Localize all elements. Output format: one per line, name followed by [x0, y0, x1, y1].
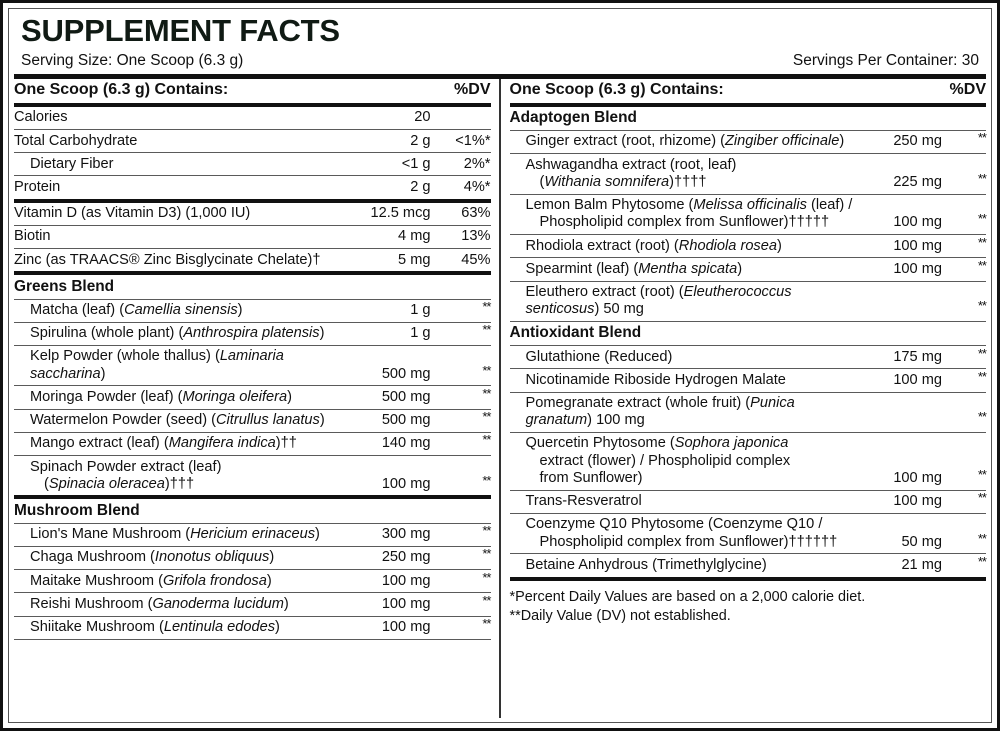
left-column — [14, 79, 499, 718]
ingredient-amount: 300 mg — [339, 523, 435, 546]
ingredient-amount: 100 mg — [858, 490, 946, 513]
footnote-percent-dv: *Percent Daily Values are based on a 2,000 calorie diet. — [509, 588, 866, 605]
nutrition-row — [14, 176, 491, 201]
ingredient-name-line1: Lemon Balm Phytosome (Melissa officinalis (leaf) / — [525, 197, 853, 214]
ingredient-daily-value — [435, 456, 491, 498]
ingredient-daily-value: 2%* — [435, 153, 491, 176]
mushroom-blend-row — [14, 546, 491, 569]
ingredient-name: Shiitake Mushroom (Lentinula edodes) — [14, 616, 339, 639]
blend-title-spacer — [858, 321, 946, 345]
ingredient-name: Matcha (leaf) (Camellia sinensis) — [14, 299, 339, 322]
ingredient-amount: <1 g — [339, 153, 435, 176]
ingredient-name: Betaine Anhydrous (Trimethylglycine) — [510, 554, 859, 579]
ingredient-name-line1: Quercetin Phytosome (Sophora japonica — [525, 435, 789, 452]
ingredient-daily-value — [435, 322, 491, 345]
ingredient-daily-value — [946, 432, 986, 490]
latin-name: Anthrospira platensis — [183, 325, 320, 342]
left-column-header-row — [14, 79, 491, 105]
left-column-filler — [14, 640, 491, 718]
mushroom-blend-row — [14, 570, 491, 593]
servings-per-container: Servings Per Container: 30 — [792, 51, 979, 69]
mushroom-blend-row — [14, 616, 491, 639]
adaptogen-blend-row — [510, 194, 987, 234]
ingredient-name: Spirulina (whole plant) (Anthrospira platensis) — [14, 322, 339, 345]
adaptogen-blend-title-row — [510, 105, 987, 131]
antioxidant-blend-row — [510, 554, 987, 579]
latin-name: Mangifera indica — [168, 435, 276, 452]
ingredient-name: Kelp Powder (whole thallus) (Laminaria saccharina) — [14, 345, 339, 385]
ingredient-amount — [858, 281, 946, 321]
ingredient-daily-value — [435, 345, 491, 385]
dv-not-established-marker: ** — [977, 234, 986, 250]
greens-blend-row — [14, 456, 491, 498]
ingredient-daily-value — [946, 235, 986, 258]
greens-blend-row — [14, 386, 491, 409]
adaptogen-blend-row — [510, 235, 987, 258]
ingredient-amount: 500 mg — [339, 386, 435, 409]
antioxidant-blend-title-row — [510, 321, 987, 345]
ingredient-name-line2: Phospholipid complex from Sunflower)††††† — [539, 214, 830, 231]
dv-not-established-marker: ** — [482, 569, 491, 585]
ingredient-amount: 100 mg — [339, 593, 435, 616]
ingredient-name — [510, 432, 859, 490]
vitamin-row — [14, 225, 491, 248]
greens-blend-row — [14, 322, 491, 345]
latin-name: Hericium erinaceus — [190, 526, 316, 543]
latin-name: Ganoderma lucidum — [152, 595, 284, 612]
dv-not-established-marker: ** — [977, 345, 986, 361]
latin-name: Camellia sinensis — [124, 302, 238, 318]
ingredient-amount: 20 — [339, 105, 435, 130]
ingredient-daily-value — [946, 346, 986, 369]
ingredient-amount: 1 g — [339, 299, 435, 322]
adaptogen-blend-row — [510, 281, 987, 321]
ingredient-daily-value — [435, 105, 491, 130]
right-column — [499, 79, 987, 718]
dv-not-established-marker: ** — [482, 546, 491, 562]
ingredient-name: Calories — [14, 105, 339, 130]
antioxidant-blend-row — [510, 490, 987, 513]
ingredient-name: Glutathione (Reduced) — [510, 346, 859, 369]
ingredient-name: Biotin — [14, 225, 339, 248]
ingredient-name: Ginger extract (root, rhizome) (Zingiber officinale) — [510, 130, 859, 153]
ingredient-amount: 5 mg — [339, 249, 435, 274]
vitamin-row — [14, 249, 491, 274]
ingredient-amount: 21 mg — [858, 554, 946, 579]
dv-not-established-marker: ** — [482, 322, 491, 338]
dv-not-established-marker: ** — [482, 592, 491, 608]
mushroom-blend-row — [14, 593, 491, 616]
dv-not-established-marker: ** — [977, 553, 986, 569]
latin-name: Eleutherococcus senticosus — [525, 284, 792, 318]
ingredient-daily-value — [946, 392, 986, 432]
ingredient-daily-value — [946, 154, 986, 194]
dv-not-established-marker: ** — [482, 472, 491, 488]
ingredient-daily-value: 4%* — [435, 176, 491, 201]
ingredient-amount: 100 mg — [858, 235, 946, 258]
antioxidant-blend-row — [510, 513, 987, 553]
ingredient-name-line3: from Sunflower) — [539, 469, 643, 486]
latin-name: Mentha spicata — [638, 260, 738, 277]
ingredient-name — [510, 194, 859, 234]
dv-not-established-marker: ** — [482, 362, 491, 378]
latin-name: Lentinula edodes — [163, 619, 275, 636]
latin-name: Inonotus obliquus — [154, 549, 270, 566]
adaptogen-blend-row — [510, 130, 987, 153]
ingredient-daily-value: 13% — [435, 225, 491, 248]
ingredient-name: Lion's Mane Mushroom (Hericium erinaceus) — [14, 523, 339, 546]
dv-not-established-marker: ** — [977, 490, 986, 506]
antioxidant-blend-row — [510, 432, 987, 490]
ingredient-name: Spearmint (leaf) (Mentha spicata) — [510, 258, 859, 281]
latin-name: Sophora japonica — [674, 435, 789, 452]
right-column-header-row — [510, 79, 987, 105]
footnotes — [510, 581, 987, 627]
ingredient-name — [14, 456, 339, 498]
ingredient-amount: 100 mg — [858, 258, 946, 281]
right-column-filler — [510, 626, 987, 718]
ingredient-amount: 100 mg — [858, 194, 946, 234]
greens-blend-row — [14, 409, 491, 432]
blend-title: Mushroom Blend — [14, 497, 339, 523]
dv-not-established-marker: ** — [482, 616, 491, 632]
blend-title-spacer-dv — [435, 497, 491, 523]
dv-not-established-marker: ** — [977, 211, 986, 227]
blend-title-spacer-dv — [946, 105, 986, 131]
latin-name: Rhodiola rosea — [678, 237, 777, 254]
ingredient-amount: 250 mg — [339, 546, 435, 569]
blend-title: Adaptogen Blend — [510, 105, 859, 131]
ingredient-daily-value: <1%* — [435, 130, 491, 153]
ingredient-daily-value — [946, 130, 986, 153]
latin-name: Punica granatum — [525, 395, 795, 429]
blend-title-spacer — [339, 273, 435, 299]
ingredient-name: Total Carbohydrate — [14, 130, 339, 153]
latin-name: Citrullus lanatus — [216, 412, 320, 429]
serving-info-row — [21, 51, 981, 72]
ingredient-name: Rhodiola extract (root) (Rhodiola rosea) — [510, 235, 859, 258]
ingredient-daily-value — [946, 369, 986, 392]
ingredient-amount: 250 mg — [858, 130, 946, 153]
latin-name: Grifola frondosa — [163, 572, 267, 589]
column-header-spacer — [858, 79, 946, 105]
nutrition-row — [14, 105, 491, 130]
latin-name: Withania somnifera — [544, 173, 670, 190]
ingredient-name: Reishi Mushroom (Ganoderma lucidum) — [14, 593, 339, 616]
page-title: SUPPLEMENT FACTS — [21, 13, 340, 48]
column-header-name: One Scoop (6.3 g) Contains: — [510, 79, 859, 105]
dv-not-established-marker: ** — [977, 530, 986, 546]
column-header-name: One Scoop (6.3 g) Contains: — [14, 79, 339, 105]
ingredient-daily-value — [435, 593, 491, 616]
column-header-spacer — [339, 79, 435, 105]
ingredient-amount: 225 mg — [858, 154, 946, 194]
dv-not-established-marker: ** — [977, 466, 986, 482]
vitamin-row — [14, 201, 491, 226]
dv-not-established-marker: ** — [482, 523, 491, 539]
ingredient-daily-value — [435, 523, 491, 546]
ingredient-amount: 2 g — [339, 130, 435, 153]
ingredient-name: Dietary Fiber — [14, 153, 339, 176]
ingredient-name: Nicotinamide Riboside Hydrogen Malate — [510, 369, 859, 392]
ingredient-amount: 100 mg — [339, 456, 435, 498]
ingredient-amount: 4 mg — [339, 225, 435, 248]
ingredient-name: Chaga Mushroom (Inonotus obliquus) — [14, 546, 339, 569]
label-columns — [9, 79, 991, 722]
ingredient-daily-value — [946, 554, 986, 579]
ingredient-daily-value — [946, 490, 986, 513]
ingredient-name: Mango extract (leaf) (Mangifera indica)†† — [14, 432, 339, 455]
ingredient-amount: 100 mg — [858, 369, 946, 392]
column-header-dv: %DV — [435, 79, 491, 105]
ingredient-daily-value — [435, 432, 491, 455]
ingredient-daily-value: 63% — [435, 201, 491, 226]
ingredient-amount: 1 g — [339, 322, 435, 345]
ingredient-amount: 500 mg — [339, 409, 435, 432]
ingredient-name: Moringa Powder (leaf) (Moringa oleifera) — [14, 386, 339, 409]
ingredient-name: Trans-Resveratrol — [510, 490, 859, 513]
dv-not-established-marker: ** — [482, 299, 491, 314]
ingredient-name: Watermelon Powder (seed) (Citrullus lanatus) — [14, 409, 339, 432]
adaptogen-blend-row — [510, 258, 987, 281]
ingredient-daily-value — [946, 513, 986, 553]
latin-name: Zingiber officinale — [725, 133, 840, 150]
footnote-dv-not-established: **Daily Value (DV) not established. — [509, 607, 731, 624]
ingredient-name: Zinc (as TRAACS® Zinc Bisglycinate Chelate)† — [14, 249, 339, 274]
ingredient-name: Vitamin D (as Vitamin D3) (1,000 IU) — [14, 201, 339, 226]
blend-title: Greens Blend — [14, 273, 339, 299]
dv-not-established-marker: ** — [482, 385, 491, 401]
greens-blend-title-row — [14, 273, 491, 299]
ingredient-name-line1: Coenzyme Q10 Phytosome (Coenzyme Q10 / — [525, 516, 823, 533]
blend-title-spacer-dv — [946, 321, 986, 345]
dv-not-established-marker: ** — [977, 170, 986, 186]
label-header — [9, 9, 991, 72]
ingredient-amount: 100 mg — [339, 616, 435, 639]
ingredient-amount — [858, 392, 946, 432]
dv-not-established-marker: ** — [482, 409, 491, 425]
greens-blend-row — [14, 432, 491, 455]
ingredient-name-line2: extract (flower) / Phospholipid complex — [539, 452, 791, 469]
ingredient-daily-value — [946, 194, 986, 234]
latin-name: Moringa oleifera — [182, 388, 288, 405]
ingredient-name-line1: Spinach Powder extract (leaf) — [30, 458, 222, 475]
ingredient-daily-value — [435, 570, 491, 593]
ingredient-daily-value — [435, 409, 491, 432]
ingredient-name — [510, 154, 859, 194]
antioxidant-blend-row — [510, 392, 987, 432]
dv-not-established-marker: ** — [977, 298, 986, 314]
ingredient-daily-value — [435, 616, 491, 639]
ingredient-name — [510, 513, 859, 553]
dv-not-established-marker: ** — [977, 409, 986, 425]
mushroom-blend-row — [14, 523, 491, 546]
nutrition-row — [14, 153, 491, 176]
ingredient-amount: 140 mg — [339, 432, 435, 455]
blend-title: Antioxidant Blend — [510, 321, 859, 345]
ingredient-name: Eleuthero extract (root) (Eleutherococcus senticosus) 50 mg — [510, 281, 859, 321]
ingredient-amount: 500 mg — [339, 345, 435, 385]
dv-not-established-marker: ** — [482, 432, 491, 448]
blend-title-spacer — [339, 497, 435, 523]
greens-blend-row — [14, 299, 491, 322]
ingredient-amount: 12.5 mcg — [339, 201, 435, 226]
ingredient-name-line1: Ashwagandha extract (root, leaf) — [525, 156, 737, 173]
antioxidant-blend-row — [510, 369, 987, 392]
ingredient-daily-value — [435, 546, 491, 569]
right-facts-table — [510, 79, 987, 581]
ingredient-name: Protein — [14, 176, 339, 201]
adaptogen-blend-row — [510, 154, 987, 194]
ingredient-name: Pomegranate extract (whole fruit) (Punica granatum) 100 mg — [510, 392, 859, 432]
ingredient-amount: 100 mg — [339, 570, 435, 593]
antioxidant-blend-row — [510, 346, 987, 369]
ingredient-daily-value — [435, 386, 491, 409]
dv-not-established-marker: ** — [977, 368, 986, 384]
dv-not-established-marker: ** — [977, 257, 986, 273]
ingredient-amount: 2 g — [339, 176, 435, 201]
dv-not-established-marker: ** — [977, 130, 986, 146]
ingredient-daily-value — [946, 258, 986, 281]
ingredient-amount: 100 mg — [858, 432, 946, 490]
ingredient-amount: 50 mg — [858, 513, 946, 553]
ingredient-daily-value — [946, 281, 986, 321]
greens-blend-row — [14, 345, 491, 385]
left-facts-table — [14, 79, 491, 640]
ingredient-name-line2: Phospholipid complex from Sunflower)†††††† — [539, 533, 838, 550]
ingredient-amount: 175 mg — [858, 346, 946, 369]
column-header-dv: %DV — [946, 79, 986, 105]
ingredient-name-line2: (Spinacia oleracea)††† — [44, 475, 195, 492]
latin-name: Spinacia oleracea — [48, 475, 165, 492]
ingredient-daily-value — [435, 299, 491, 322]
latin-name: Laminaria saccharina — [30, 348, 284, 382]
blend-title-spacer — [858, 105, 946, 131]
ingredient-name: Maitake Mushroom (Grifola frondosa) — [14, 570, 339, 593]
ingredient-daily-value: 45% — [435, 249, 491, 274]
latin-name: Melissa officinalis — [693, 197, 807, 214]
ingredient-name-line2: (Withania somnifera)†††† — [539, 173, 707, 190]
nutrition-row — [14, 130, 491, 153]
blend-title-spacer-dv — [435, 273, 491, 299]
mushroom-blend-title-row — [14, 497, 491, 523]
serving-size: Serving Size: One Scoop (6.3 g) — [21, 51, 244, 69]
label-inner-frame — [8, 8, 992, 723]
